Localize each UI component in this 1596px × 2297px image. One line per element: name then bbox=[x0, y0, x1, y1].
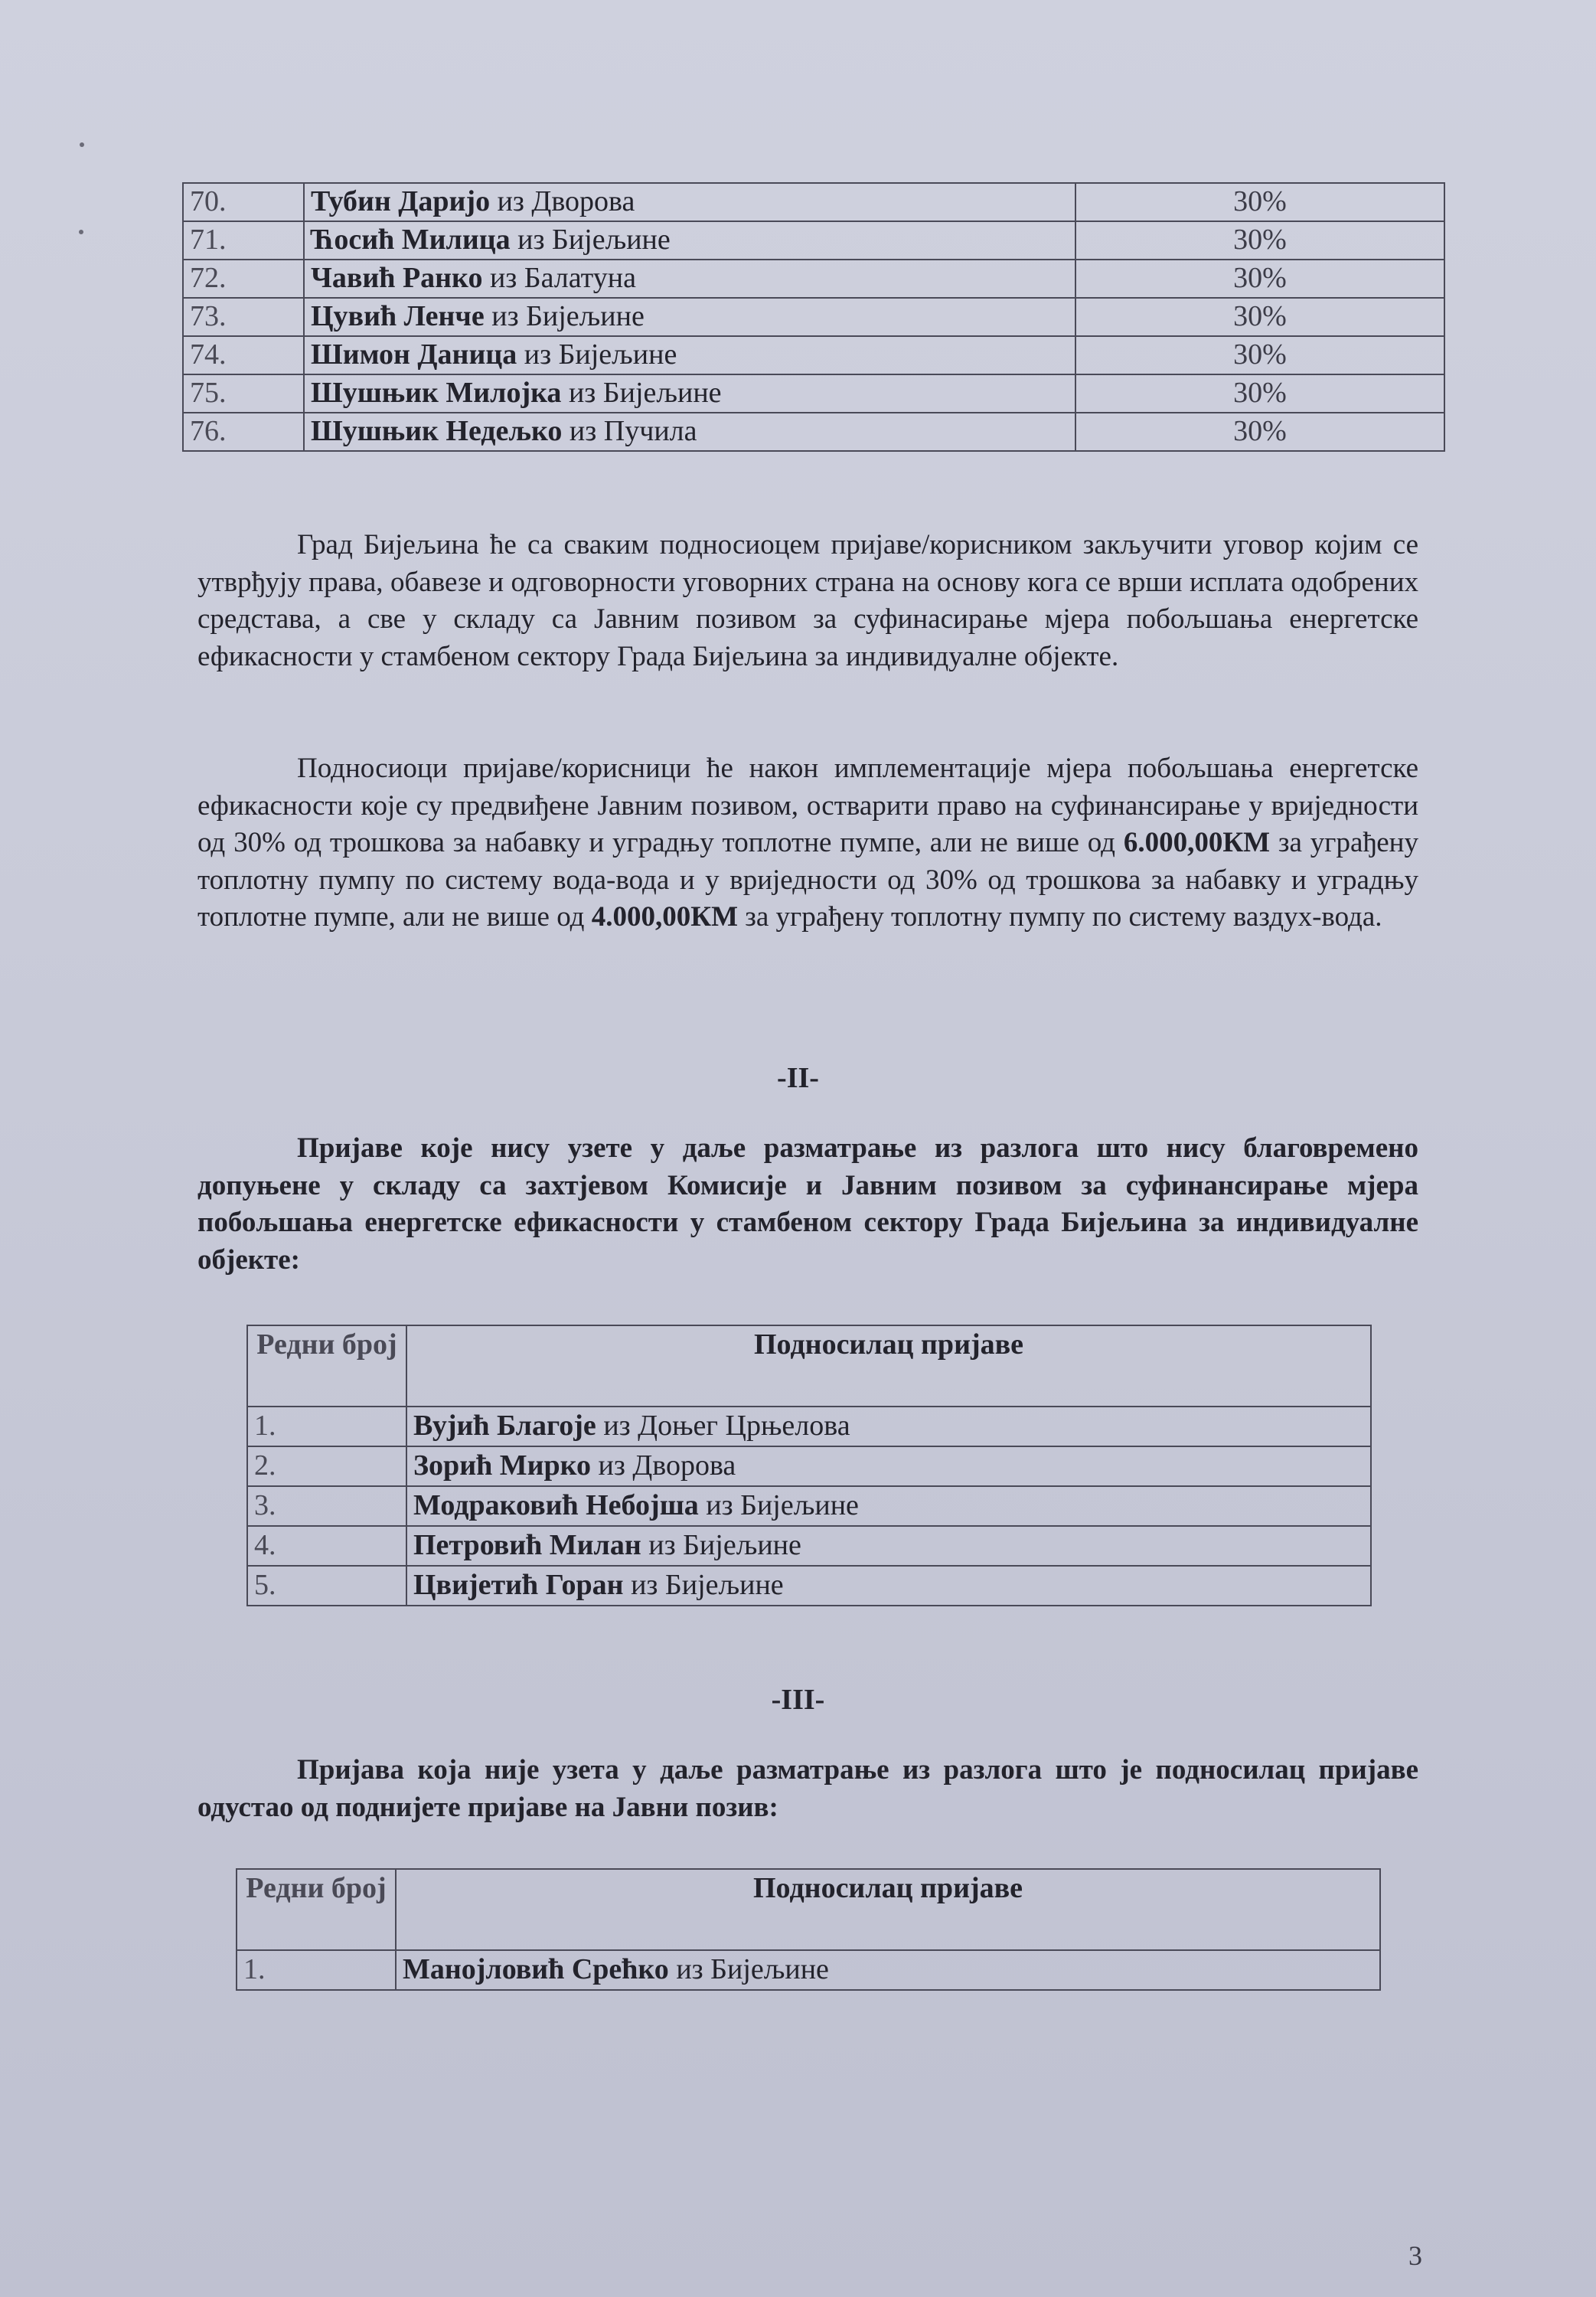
amount-water-water: 6.000,00КМ bbox=[1123, 827, 1271, 858]
applicant-place: из Бијељине bbox=[491, 300, 645, 333]
applicant-cell bbox=[406, 1526, 1371, 1566]
table-row bbox=[247, 1566, 1371, 1606]
applicant-name: Цвијетић Горан bbox=[413, 1569, 624, 1602]
cofinancing-percent: 30% bbox=[1075, 260, 1444, 298]
row-number: 1. bbox=[247, 1407, 406, 1446]
col-header-applicant: Подносилац пријаве bbox=[396, 1869, 1380, 1950]
para2-text-a: Подносиоци пријаве/корисници ће након имплементације мјера побољшања енергетске ефикасности које су предвиђене Јавним позивом, остварити право на суфинансирање у вриједности од 30% од трошкова за набавку и уградњу топлотне пумпе, али не више од bbox=[197, 753, 1418, 858]
table-row bbox=[183, 336, 1444, 374]
applicant-place: из Бијељине bbox=[648, 1529, 801, 1562]
row-number: 5. bbox=[247, 1566, 406, 1606]
applicant-name: Вујић Благоје bbox=[413, 1410, 596, 1443]
section-ii-heading: -II- bbox=[777, 1062, 819, 1094]
applicant-cell bbox=[304, 298, 1075, 336]
applicant-name: Модраковић Небојша bbox=[413, 1489, 699, 1522]
applicant-place: из Дворова bbox=[598, 1449, 736, 1482]
beneficiaries-table-continued bbox=[182, 182, 1445, 452]
applicant-place: из Дворова bbox=[497, 185, 635, 218]
applicant-cell bbox=[406, 1407, 1371, 1446]
para2-text-c: за уграђену топлотну пумпу по систему ваздух-вода. bbox=[738, 901, 1382, 933]
page-number: 3 bbox=[1408, 2240, 1422, 2271]
row-number: 70. bbox=[183, 183, 304, 221]
applicant-name: Ћосић Милица bbox=[311, 224, 511, 256]
applicant-place: из Балатуна bbox=[489, 262, 636, 295]
col-header-applicant: Подносилац пријаве bbox=[406, 1325, 1371, 1407]
applicant-place: из Бијељине bbox=[524, 338, 677, 371]
scan-speck bbox=[80, 142, 84, 147]
row-number: 76. bbox=[183, 413, 304, 451]
row-number: 74. bbox=[183, 336, 304, 374]
applicant-cell bbox=[304, 413, 1075, 451]
table-row bbox=[183, 298, 1444, 336]
row-number: 73. bbox=[183, 298, 304, 336]
applicant-name: Шушњик Недељко bbox=[311, 415, 563, 448]
applicant-name: Шимон Даница bbox=[311, 338, 517, 371]
applicant-name: Шушњик Милојка bbox=[311, 377, 562, 410]
col-header-num: Редни број bbox=[237, 1869, 396, 1950]
section-ii-intro: Пријаве које нису узете у даље разматрање из разлога што нису благовремено допуњене у складу са захтјевом Комисије и Јавним позивом за суфинансирање мјера побољшања енергетске ефикасности у стамбеном сектору Града Бијељина за индивидуалне објекте: bbox=[197, 1132, 1418, 1276]
applicant-place: из Пучила bbox=[569, 415, 697, 448]
cofinancing-percent: 30% bbox=[1075, 183, 1444, 221]
applicant-place: из Бијељине bbox=[631, 1569, 784, 1602]
table-row bbox=[237, 1950, 1380, 1990]
table-row bbox=[247, 1407, 1371, 1446]
paragraph-cofinancing bbox=[197, 750, 1418, 936]
section-iii-table bbox=[236, 1868, 1381, 1991]
applicant-place: из Бијељине bbox=[568, 377, 722, 410]
cofinancing-percent: 30% bbox=[1075, 336, 1444, 374]
applicant-cell bbox=[304, 221, 1075, 260]
table-row bbox=[247, 1446, 1371, 1486]
applicant-cell bbox=[406, 1486, 1371, 1526]
applicant-place: из Бијељине bbox=[676, 1953, 829, 1986]
row-number: 72. bbox=[183, 260, 304, 298]
table-row bbox=[183, 413, 1444, 451]
paragraph-contract: Град Бијељина ће са сваким подносиоцем пријаве/корисником закључити уговор којим се утврђују права, обавезе и одговорности уговорних страна на основу кога се врши исплата одобрених средстава, а све у складу са Јавним позивом за суфинасирање мјера побољшања енергетске ефикасности у стамбеном сектору Града Бијељина за индивидуалне објекте. bbox=[197, 529, 1418, 672]
scan-speck bbox=[79, 230, 83, 234]
applicant-place: из Доњег Црњелова bbox=[603, 1410, 850, 1443]
cofinancing-percent: 30% bbox=[1075, 374, 1444, 413]
applicant-cell bbox=[304, 183, 1075, 221]
table-row bbox=[183, 183, 1444, 221]
row-number: 71. bbox=[183, 221, 304, 260]
table-header-row bbox=[237, 1869, 1380, 1950]
row-number: 4. bbox=[247, 1526, 406, 1566]
row-number: 1. bbox=[237, 1950, 396, 1990]
table-row bbox=[247, 1486, 1371, 1526]
applicant-name: Чавић Ранко bbox=[311, 262, 483, 295]
applicant-name: Зорић Мирко bbox=[413, 1449, 592, 1482]
para2-text-b: за уграђену топлотну пумпу по систему вода-вода и у вриједности од 30% од трошкова за набавку и уградњу топлотне пумпе, али не више од bbox=[197, 827, 1418, 933]
col-header-num: Редни број bbox=[247, 1325, 406, 1407]
row-number: 75. bbox=[183, 374, 304, 413]
applicant-name: Тубин Даријо bbox=[311, 185, 491, 218]
applicant-cell bbox=[406, 1446, 1371, 1486]
cofinancing-percent: 30% bbox=[1075, 221, 1444, 260]
applicant-cell bbox=[406, 1566, 1371, 1606]
table-row bbox=[183, 374, 1444, 413]
amount-air-water: 4.000,00КМ bbox=[591, 901, 738, 933]
applicant-name: Петровић Милан bbox=[413, 1529, 641, 1562]
applicant-cell bbox=[304, 260, 1075, 298]
applicant-cell bbox=[304, 336, 1075, 374]
applicant-cell bbox=[304, 374, 1075, 413]
applicant-name: Манојловић Срећко bbox=[403, 1953, 669, 1986]
row-number: 2. bbox=[247, 1446, 406, 1486]
section-iii-intro: Пријава која није узета у даље разматрање из разлога што је подносилац пријаве одустао од поднијете пријаве на Јавни позив: bbox=[197, 1754, 1418, 1823]
applicant-place: из Бијељине bbox=[706, 1489, 859, 1522]
section-iii-heading: -III- bbox=[771, 1684, 825, 1716]
applicant-cell bbox=[396, 1950, 1380, 1990]
table-row bbox=[183, 221, 1444, 260]
row-number: 3. bbox=[247, 1486, 406, 1526]
table-header-row bbox=[247, 1325, 1371, 1407]
cofinancing-percent: 30% bbox=[1075, 298, 1444, 336]
cofinancing-percent: 30% bbox=[1075, 413, 1444, 451]
table-row bbox=[183, 260, 1444, 298]
applicant-place: из Бијељине bbox=[517, 224, 671, 256]
section-ii-table bbox=[246, 1325, 1372, 1606]
table-row bbox=[247, 1526, 1371, 1566]
applicant-name: Цувић Ленче bbox=[311, 300, 485, 333]
